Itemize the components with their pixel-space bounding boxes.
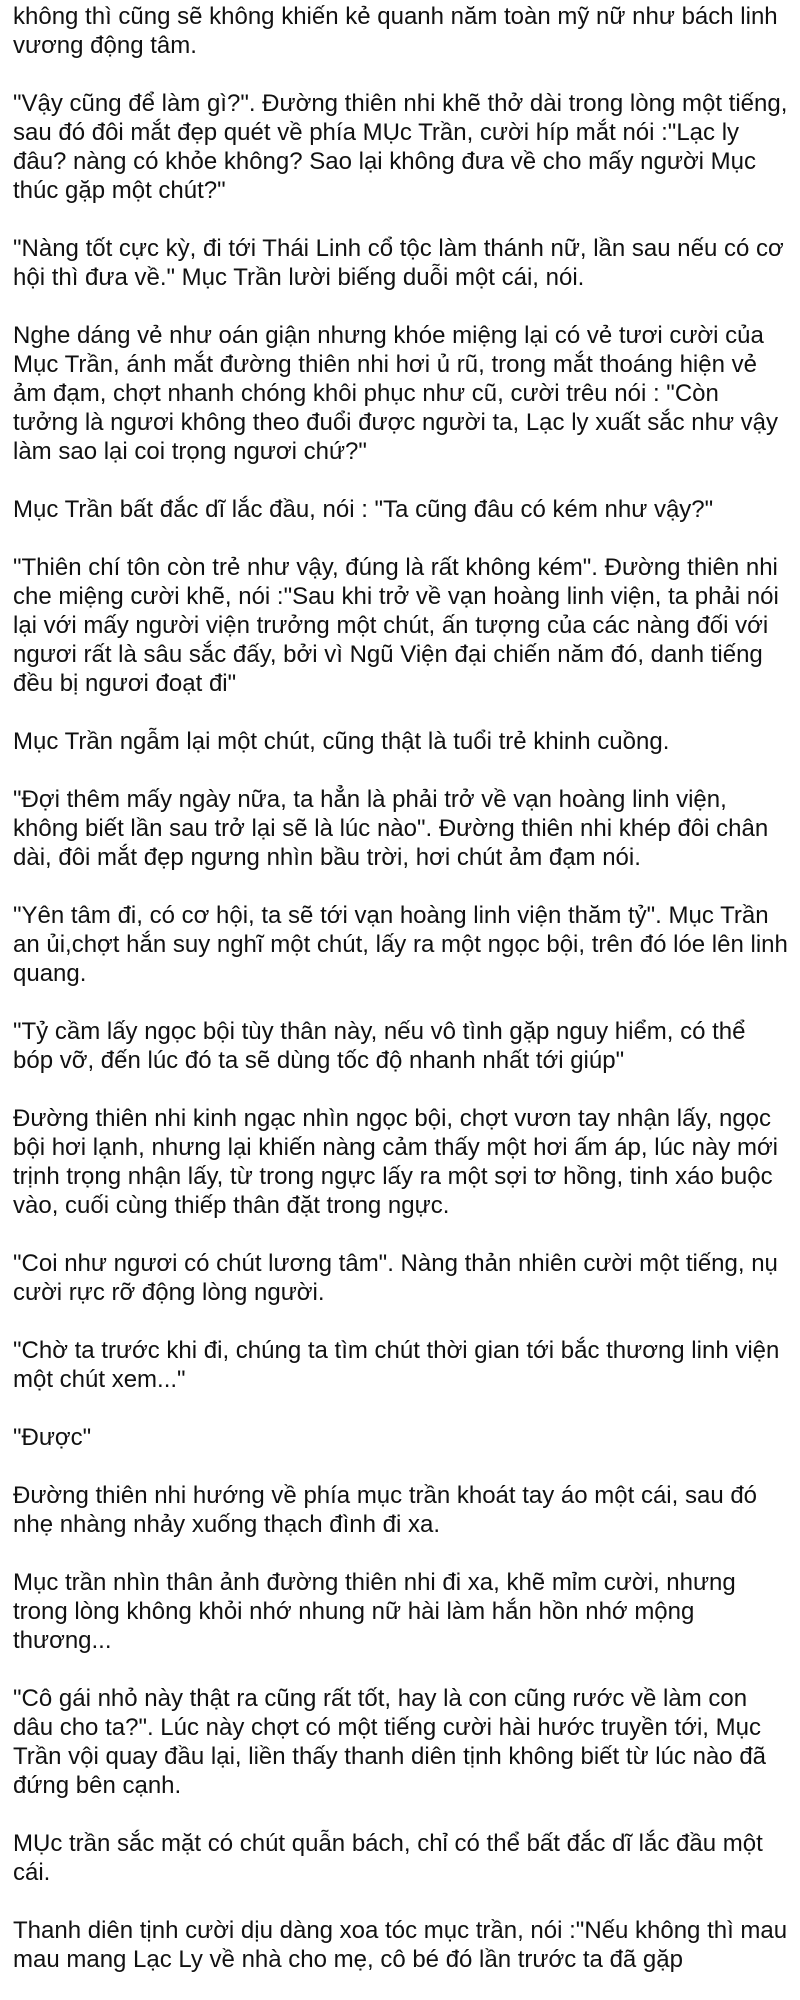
paragraph-5: Mục Trần bất đắc dĩ lắc đầu, nói : "Ta cũng đâu có kém như vậy?" (13, 496, 714, 523)
paragraph-13: "Chờ ta trước khi đi, chúng ta tìm chút thời gian tới bắc thương linh viện một chút xem..." (13, 1337, 780, 1393)
paragraph-10: "Tỷ cầm lấy ngọc bội tùy thân này, nếu vô tình gặp nguy hiểm, có thể bóp vỡ, đến lúc đó ta sẽ dùng tốc độ nhanh nhất tới giúp" (13, 1018, 746, 1074)
paragraph-2: "Vậy cũng để làm gì?". Đường thiên nhi khẽ thở dài trong lòng một tiếng, sau đó đôi mắt đẹp quét về phía MỤc Trần, cười híp mắt nói :"Lạc ly đâu? nàng có khỏe không? Sao lại không đưa về cho mấy người Mục thúc gặp một chút?" (13, 90, 788, 204)
paragraph-19: Thanh diên tịnh cười dịu dàng xoa tóc mục trần, nói :"Nếu không thì mau mau mang Lạc Ly về nhà cho mẹ, cô bé đó lần trước ta đã gặp (13, 1917, 788, 1973)
paragraph-12: "Coi như ngươi có chút lương tâm". Nàng thản nhiên cười một tiếng, nụ cười rực rỡ động lòng người. (13, 1250, 778, 1306)
paragraph-3: "Nàng tốt cực kỳ, đi tới Thái Linh cổ tộc làm thánh nữ, lần sau nếu có cơ hội thì đưa về." Mục Trần lười biếng duỗi một cái, nói. (13, 235, 784, 291)
paragraph-7: Mục Trần ngẫm lại một chút, cũng thật là tuổi trẻ khinh cuồng. (13, 728, 670, 755)
paragraph-16: Mục trần nhìn thân ảnh đường thiên nhi đi xa, khẽ mỉm cười, nhưng trong lòng không khỏi nhớ nhung nữ hài làm hắn hồn nhớ mộng thương... (13, 1569, 736, 1654)
paragraph-11: Đường thiên nhi kinh ngạc nhìn ngọc bội, chợt vươn tay nhận lấy, ngọc bội hơi lạnh, nhưng lại khiến nàng cảm thấy một hơi ấm áp, lúc này mới trịnh trọng nhận lấy, từ trong ngực lấy ra một sợi tơ hồng, tinh xáo buộc vào, cuối cùng thiếp thân đặt trong ngực. (13, 1105, 779, 1219)
paragraph-18: MỤc trần sắc mặt có chút quẫn bách, chỉ có thể bất đắc dĩ lắc đầu một cái. (13, 1830, 763, 1886)
paragraph-15: Đường thiên nhi hướng về phía mục trần khoát tay áo một cái, sau đó nhẹ nhàng nhảy xuống thạch đình đi xa. (13, 1482, 758, 1538)
paragraph-4: Nghe dáng vẻ như oán giận nhưng khóe miệng lại có vẻ tươi cười của Mục Trần, ánh mắt đường thiên nhi hơi ủ rũ, trong mắt thoáng hiện vẻ ảm đạm, chợt nhanh chóng khôi phục như cũ, cười trêu nói : "Còn tưởng là ngươi không theo đuổi được người ta, Lạc ly xuất sắc như vậy làm sao lại coi trọng ngươi chứ?" (13, 322, 779, 465)
paragraph-6: "Thiên chí tôn còn trẻ như vậy, đúng là rất không kém". Đường thiên nhi che miệng cười khẽ, nói :"Sau khi trở về vạn hoàng linh viện, ta phải nói lại với mấy người viện trưởng một chút, ấn tượng của các nàng đối với ngươi rất là sâu sắc đấy, bởi vì Ngũ Viện đại chiến năm đó, danh tiếng đều bị ngươi đoạt đi" (13, 554, 779, 697)
paragraph-8: "Đợi thêm mấy ngày nữa, ta hẳn là phải trở về vạn hoàng linh viện, không biết lần sau trở lại sẽ là lúc nào". Đường thiên nhi khép đôi chân dài, đôi mắt đẹp ngưng nhìn bầu trời, hơi chút ảm đạm nói. (13, 786, 769, 871)
paragraph-1: không thì cũng sẽ không khiến kẻ quanh năm toàn mỹ nữ như bách linh vương động tâm. (13, 3, 778, 59)
paragraph-17: "Cô gái nhỏ này thật ra cũng rất tốt, hay là con cũng rước về làm con dâu cho ta?". Lúc này chợt có một tiếng cười hài hước truyền tới, Mục Trần vội quay đầu lại, liền thấy thanh diên tịnh không biết từ lúc nào đã đứng bên cạnh. (13, 1685, 767, 1799)
paragraph-9: "Yên tâm đi, có cơ hội, ta sẽ tới vạn hoàng linh viện thăm tỷ". Mục Trần an ủi,chợt hắn suy nghĩ một chút, lấy ra một ngọc bội, trên đó lóe lên linh quang. (13, 902, 788, 987)
paragraph-14: "Được" (13, 1424, 92, 1451)
